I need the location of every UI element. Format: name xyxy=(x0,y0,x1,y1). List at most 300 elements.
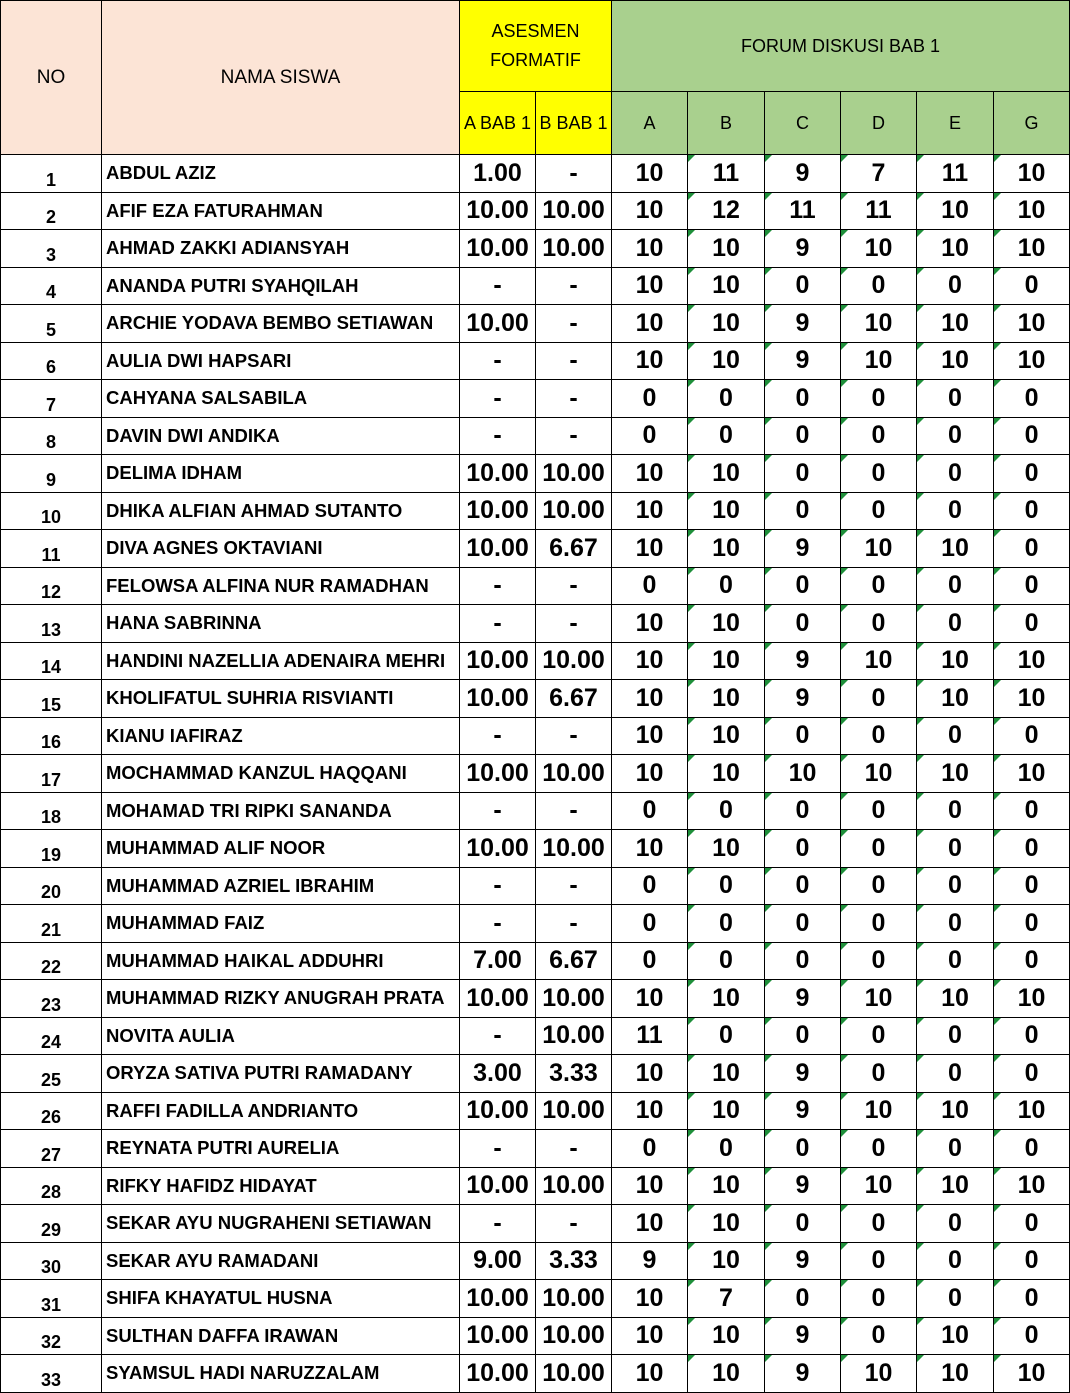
asesmen-a-cell[interactable]: - xyxy=(460,1205,536,1243)
forum-score-cell[interactable]: 10 xyxy=(688,755,765,793)
forum-score-cell[interactable]: 11 xyxy=(688,155,765,193)
forum-score-cell[interactable]: 0 xyxy=(917,417,994,455)
asesmen-b-cell[interactable]: 10.00 xyxy=(536,1280,612,1318)
asesmen-a-cell[interactable]: 10.00 xyxy=(460,455,536,493)
forum-score-cell[interactable]: 9 xyxy=(765,155,841,193)
asesmen-b-cell[interactable]: 10.00 xyxy=(536,642,612,680)
asesmen-a-cell[interactable]: - xyxy=(460,567,536,605)
row-number-cell[interactable]: 17 xyxy=(1,755,102,793)
student-name-cell[interactable]: MOCHAMMAD KANZUL HAQQANI xyxy=(102,755,460,793)
forum-score-cell[interactable]: 0 xyxy=(994,492,1070,530)
forum-score-cell[interactable]: 0 xyxy=(994,905,1070,943)
student-name-cell[interactable]: AFIF EZA FATURAHMAN xyxy=(102,192,460,230)
forum-score-cell[interactable]: 10 xyxy=(688,492,765,530)
student-name-cell[interactable]: SULTHAN DAFFA IRAWAN xyxy=(102,1317,460,1355)
forum-score-cell[interactable]: 10 xyxy=(917,305,994,343)
row-number-cell[interactable]: 18 xyxy=(1,792,102,830)
asesmen-b-cell[interactable]: 10.00 xyxy=(536,230,612,268)
forum-score-cell[interactable]: 0 xyxy=(765,1130,841,1168)
forum-score-cell[interactable]: 0 xyxy=(994,830,1070,868)
row-number-cell[interactable]: 12 xyxy=(1,567,102,605)
asesmen-a-cell[interactable]: 10.00 xyxy=(460,1280,536,1318)
forum-score-cell[interactable]: 10 xyxy=(688,267,765,305)
forum-score-cell[interactable]: 9 xyxy=(765,1317,841,1355)
forum-score-cell[interactable]: 10 xyxy=(917,642,994,680)
forum-score-cell[interactable]: 10 xyxy=(688,1205,765,1243)
forum-score-cell[interactable]: 10 xyxy=(917,230,994,268)
row-number-cell[interactable]: 21 xyxy=(1,905,102,943)
forum-score-cell[interactable]: 0 xyxy=(765,380,841,418)
forum-score-cell[interactable]: 10 xyxy=(688,230,765,268)
student-name-cell[interactable]: KHOLIFATUL SUHRIA RISVIANTI xyxy=(102,680,460,718)
forum-score-cell[interactable]: 10 xyxy=(612,342,688,380)
forum-score-cell[interactable]: 0 xyxy=(994,1205,1070,1243)
forum-score-cell[interactable]: 0 xyxy=(994,867,1070,905)
asesmen-b-cell[interactable]: - xyxy=(536,305,612,343)
forum-score-cell[interactable]: 10 xyxy=(917,980,994,1018)
asesmen-a-cell[interactable]: - xyxy=(460,605,536,643)
forum-score-cell[interactable]: 10 xyxy=(994,230,1070,268)
forum-score-cell[interactable]: 10 xyxy=(612,680,688,718)
forum-score-cell[interactable]: 0 xyxy=(841,830,917,868)
forum-score-cell[interactable]: 10 xyxy=(612,230,688,268)
forum-score-cell[interactable]: 0 xyxy=(612,942,688,980)
asesmen-a-cell[interactable]: 1.00 xyxy=(460,155,536,193)
forum-score-cell[interactable]: 0 xyxy=(841,680,917,718)
forum-score-cell[interactable]: 0 xyxy=(994,380,1070,418)
forum-score-cell[interactable]: 10 xyxy=(688,642,765,680)
student-name-cell[interactable]: DHIKA ALFIAN AHMAD SUTANTO xyxy=(102,492,460,530)
asesmen-a-cell[interactable]: 10.00 xyxy=(460,530,536,568)
forum-score-cell[interactable]: 0 xyxy=(917,792,994,830)
row-number-cell[interactable]: 5 xyxy=(1,305,102,343)
forum-score-cell[interactable]: 0 xyxy=(841,1317,917,1355)
forum-score-cell[interactable]: 10 xyxy=(688,1317,765,1355)
forum-score-cell[interactable]: 10 xyxy=(612,492,688,530)
forum-score-cell[interactable]: 10 xyxy=(841,755,917,793)
forum-score-cell[interactable]: 0 xyxy=(841,905,917,943)
forum-score-cell[interactable]: 10 xyxy=(917,1167,994,1205)
forum-score-cell[interactable]: 10 xyxy=(688,717,765,755)
forum-score-cell[interactable]: 0 xyxy=(841,1130,917,1168)
asesmen-a-cell[interactable]: 10.00 xyxy=(460,980,536,1018)
asesmen-a-cell[interactable]: 10.00 xyxy=(460,830,536,868)
asesmen-b-cell[interactable]: 10.00 xyxy=(536,455,612,493)
forum-score-cell[interactable]: 0 xyxy=(841,942,917,980)
forum-score-cell[interactable]: 10 xyxy=(994,155,1070,193)
forum-score-cell[interactable]: 10 xyxy=(688,1055,765,1093)
row-number-cell[interactable]: 3 xyxy=(1,230,102,268)
student-name-cell[interactable]: NOVITA AULIA xyxy=(102,1017,460,1055)
asesmen-a-cell[interactable]: 10.00 xyxy=(460,642,536,680)
forum-score-cell[interactable]: 0 xyxy=(841,267,917,305)
forum-score-cell[interactable]: 10 xyxy=(841,530,917,568)
forum-score-cell[interactable]: 0 xyxy=(765,267,841,305)
forum-score-cell[interactable]: 0 xyxy=(994,1242,1070,1280)
asesmen-b-cell[interactable]: - xyxy=(536,867,612,905)
asesmen-a-cell[interactable]: 9.00 xyxy=(460,1242,536,1280)
forum-score-cell[interactable]: 10 xyxy=(994,305,1070,343)
forum-score-cell[interactable]: 0 xyxy=(765,942,841,980)
asesmen-a-cell[interactable]: 3.00 xyxy=(460,1055,536,1093)
forum-score-cell[interactable]: 0 xyxy=(994,1055,1070,1093)
asesmen-a-cell[interactable]: - xyxy=(460,867,536,905)
row-number-cell[interactable]: 33 xyxy=(1,1355,102,1393)
forum-score-cell[interactable]: 10 xyxy=(612,305,688,343)
forum-score-cell[interactable]: 0 xyxy=(841,1242,917,1280)
asesmen-b-cell[interactable]: 10.00 xyxy=(536,755,612,793)
forum-score-cell[interactable]: 10 xyxy=(917,1355,994,1393)
forum-score-cell[interactable]: 9 xyxy=(765,530,841,568)
student-name-cell[interactable]: SYAMSUL HADI NARUZZALAM xyxy=(102,1355,460,1393)
student-name-cell[interactable]: MUHAMMAD ALIF NOOR xyxy=(102,830,460,868)
forum-score-cell[interactable]: 0 xyxy=(994,717,1070,755)
row-number-cell[interactable]: 14 xyxy=(1,642,102,680)
forum-score-cell[interactable]: 0 xyxy=(841,1017,917,1055)
forum-score-cell[interactable]: 0 xyxy=(765,567,841,605)
student-name-cell[interactable]: SHIFA KHAYATUL HUSNA xyxy=(102,1280,460,1318)
asesmen-a-cell[interactable]: 10.00 xyxy=(460,492,536,530)
forum-score-cell[interactable]: 0 xyxy=(917,942,994,980)
asesmen-b-cell[interactable]: - xyxy=(536,717,612,755)
forum-score-cell[interactable]: 10 xyxy=(994,642,1070,680)
forum-score-cell[interactable]: 0 xyxy=(917,867,994,905)
forum-score-cell[interactable]: 10 xyxy=(994,755,1070,793)
forum-score-cell[interactable]: 0 xyxy=(917,905,994,943)
asesmen-a-cell[interactable]: - xyxy=(460,380,536,418)
forum-score-cell[interactable]: 0 xyxy=(765,1017,841,1055)
student-name-cell[interactable]: KIANU IAFIRAZ xyxy=(102,717,460,755)
forum-score-cell[interactable]: 0 xyxy=(917,1242,994,1280)
forum-score-cell[interactable]: 10 xyxy=(688,455,765,493)
forum-score-cell[interactable]: 10 xyxy=(688,305,765,343)
asesmen-b-cell[interactable]: - xyxy=(536,905,612,943)
forum-score-cell[interactable]: 0 xyxy=(917,267,994,305)
student-name-cell[interactable]: SEKAR AYU RAMADANI xyxy=(102,1242,460,1280)
forum-score-cell[interactable]: 0 xyxy=(917,605,994,643)
asesmen-a-cell[interactable]: 10.00 xyxy=(460,1092,536,1130)
forum-score-cell[interactable]: 0 xyxy=(994,267,1070,305)
forum-score-cell[interactable]: 10 xyxy=(612,605,688,643)
forum-score-cell[interactable]: 0 xyxy=(765,1205,841,1243)
forum-score-cell[interactable]: 0 xyxy=(994,1017,1070,1055)
student-name-cell[interactable]: ORYZA SATIVA PUTRI RAMADANY xyxy=(102,1055,460,1093)
forum-score-cell[interactable]: 10 xyxy=(612,830,688,868)
forum-score-cell[interactable]: 9 xyxy=(765,230,841,268)
forum-score-cell[interactable]: 0 xyxy=(612,905,688,943)
forum-score-cell[interactable]: 0 xyxy=(917,1280,994,1318)
forum-score-cell[interactable]: 0 xyxy=(688,1130,765,1168)
asesmen-b-cell[interactable]: 3.33 xyxy=(536,1242,612,1280)
forum-score-cell[interactable]: 9 xyxy=(765,1355,841,1393)
forum-score-cell[interactable]: 0 xyxy=(917,1017,994,1055)
forum-score-cell[interactable]: 10 xyxy=(994,1355,1070,1393)
forum-score-cell[interactable]: 0 xyxy=(994,567,1070,605)
forum-score-cell[interactable]: 9 xyxy=(765,342,841,380)
row-number-cell[interactable]: 13 xyxy=(1,605,102,643)
forum-score-cell[interactable]: 0 xyxy=(841,567,917,605)
forum-score-cell[interactable]: 10 xyxy=(688,680,765,718)
asesmen-b-cell[interactable]: 10.00 xyxy=(536,830,612,868)
forum-score-cell[interactable]: 9 xyxy=(765,1167,841,1205)
student-name-cell[interactable]: MUHAMMAD HAIKAL ADDUHRI xyxy=(102,942,460,980)
student-name-cell[interactable]: MUHAMMAD FAIZ xyxy=(102,905,460,943)
forum-score-cell[interactable]: 10 xyxy=(994,192,1070,230)
forum-score-cell[interactable]: 0 xyxy=(841,792,917,830)
forum-score-cell[interactable]: 0 xyxy=(917,492,994,530)
asesmen-b-cell[interactable]: 10.00 xyxy=(536,1017,612,1055)
asesmen-b-cell[interactable]: 10.00 xyxy=(536,1355,612,1393)
forum-score-cell[interactable]: 0 xyxy=(841,380,917,418)
forum-score-cell[interactable]: 10 xyxy=(612,155,688,193)
student-name-cell[interactable]: SEKAR AYU NUGRAHENI SETIAWAN xyxy=(102,1205,460,1243)
forum-score-cell[interactable]: 0 xyxy=(994,1280,1070,1318)
student-name-cell[interactable]: HANDINI NAZELLIA ADENAIRA MEHRI xyxy=(102,642,460,680)
row-number-cell[interactable]: 24 xyxy=(1,1017,102,1055)
forum-score-cell[interactable]: 7 xyxy=(841,155,917,193)
asesmen-b-cell[interactable]: - xyxy=(536,605,612,643)
student-name-cell[interactable]: REYNATA PUTRI AURELIA xyxy=(102,1130,460,1168)
forum-score-cell[interactable]: 10 xyxy=(612,455,688,493)
forum-score-cell[interactable]: 0 xyxy=(841,867,917,905)
asesmen-a-cell[interactable]: - xyxy=(460,792,536,830)
forum-score-cell[interactable]: 10 xyxy=(612,1055,688,1093)
forum-score-cell[interactable]: 10 xyxy=(917,1092,994,1130)
forum-score-cell[interactable]: 10 xyxy=(917,680,994,718)
forum-score-cell[interactable]: 0 xyxy=(917,455,994,493)
forum-score-cell[interactable]: 0 xyxy=(688,905,765,943)
forum-score-cell[interactable]: 10 xyxy=(612,530,688,568)
asesmen-b-cell[interactable]: - xyxy=(536,567,612,605)
row-number-cell[interactable]: 15 xyxy=(1,680,102,718)
forum-score-cell[interactable]: 0 xyxy=(994,792,1070,830)
forum-score-cell[interactable]: 0 xyxy=(688,792,765,830)
forum-score-cell[interactable]: 0 xyxy=(841,417,917,455)
student-name-cell[interactable]: FELOWSA ALFINA NUR RAMADHAN xyxy=(102,567,460,605)
forum-score-cell[interactable]: 10 xyxy=(917,530,994,568)
student-name-cell[interactable]: DELIMA IDHAM xyxy=(102,455,460,493)
forum-score-cell[interactable]: 0 xyxy=(688,417,765,455)
forum-score-cell[interactable]: 11 xyxy=(841,192,917,230)
row-number-cell[interactable]: 28 xyxy=(1,1167,102,1205)
asesmen-a-cell[interactable]: - xyxy=(460,1130,536,1168)
row-number-cell[interactable]: 10 xyxy=(1,492,102,530)
asesmen-a-cell[interactable]: 10.00 xyxy=(460,1167,536,1205)
forum-score-cell[interactable]: 9 xyxy=(765,305,841,343)
student-name-cell[interactable]: RAFFI FADILLA ANDRIANTO xyxy=(102,1092,460,1130)
forum-score-cell[interactable]: 10 xyxy=(841,342,917,380)
forum-score-cell[interactable]: 10 xyxy=(612,980,688,1018)
forum-score-cell[interactable]: 0 xyxy=(612,867,688,905)
forum-score-cell[interactable]: 10 xyxy=(688,1242,765,1280)
forum-score-cell[interactable]: 10 xyxy=(612,267,688,305)
student-name-cell[interactable]: RIFKY HAFIDZ HIDAYAT xyxy=(102,1167,460,1205)
forum-score-cell[interactable]: 0 xyxy=(917,1055,994,1093)
asesmen-b-cell[interactable]: - xyxy=(536,417,612,455)
forum-score-cell[interactable]: 9 xyxy=(765,980,841,1018)
forum-score-cell[interactable]: 10 xyxy=(994,1092,1070,1130)
forum-score-cell[interactable]: 10 xyxy=(994,1167,1070,1205)
row-number-cell[interactable]: 29 xyxy=(1,1205,102,1243)
forum-score-cell[interactable]: 10 xyxy=(765,755,841,793)
forum-score-cell[interactable]: 10 xyxy=(917,755,994,793)
forum-score-cell[interactable]: 0 xyxy=(994,417,1070,455)
forum-score-cell[interactable]: 0 xyxy=(765,792,841,830)
asesmen-a-cell[interactable]: - xyxy=(460,717,536,755)
forum-score-cell[interactable]: 10 xyxy=(841,230,917,268)
row-number-cell[interactable]: 16 xyxy=(1,717,102,755)
asesmen-b-cell[interactable]: 6.67 xyxy=(536,942,612,980)
forum-score-cell[interactable]: 9 xyxy=(765,642,841,680)
forum-score-cell[interactable]: 0 xyxy=(841,492,917,530)
row-number-cell[interactable]: 32 xyxy=(1,1317,102,1355)
forum-score-cell[interactable]: 10 xyxy=(994,680,1070,718)
forum-score-cell[interactable]: 0 xyxy=(688,380,765,418)
row-number-cell[interactable]: 6 xyxy=(1,342,102,380)
asesmen-a-cell[interactable]: 10.00 xyxy=(460,1317,536,1355)
forum-score-cell[interactable]: 10 xyxy=(612,1092,688,1130)
asesmen-a-cell[interactable]: - xyxy=(460,1017,536,1055)
forum-score-cell[interactable]: 0 xyxy=(765,417,841,455)
forum-score-cell[interactable]: 9 xyxy=(765,1055,841,1093)
forum-score-cell[interactable]: 10 xyxy=(612,1317,688,1355)
asesmen-b-cell[interactable]: - xyxy=(536,380,612,418)
row-number-cell[interactable]: 26 xyxy=(1,1092,102,1130)
student-name-cell[interactable]: HANA SABRINNA xyxy=(102,605,460,643)
asesmen-a-cell[interactable]: 10.00 xyxy=(460,230,536,268)
forum-score-cell[interactable]: 0 xyxy=(841,717,917,755)
forum-score-cell[interactable]: 0 xyxy=(994,455,1070,493)
forum-score-cell[interactable]: 10 xyxy=(841,1167,917,1205)
forum-score-cell[interactable]: 0 xyxy=(612,567,688,605)
row-number-cell[interactable]: 9 xyxy=(1,455,102,493)
asesmen-b-cell[interactable]: - xyxy=(536,342,612,380)
forum-score-cell[interactable]: 10 xyxy=(994,980,1070,1018)
asesmen-b-cell[interactable]: 10.00 xyxy=(536,980,612,1018)
row-number-cell[interactable]: 23 xyxy=(1,980,102,1018)
forum-score-cell[interactable]: 10 xyxy=(917,342,994,380)
asesmen-a-cell[interactable]: 10.00 xyxy=(460,305,536,343)
forum-score-cell[interactable]: 11 xyxy=(765,192,841,230)
student-name-cell[interactable]: MUHAMMAD RIZKY ANUGRAH PRATA xyxy=(102,980,460,1018)
row-number-cell[interactable]: 25 xyxy=(1,1055,102,1093)
forum-score-cell[interactable]: 0 xyxy=(994,530,1070,568)
asesmen-b-cell[interactable]: 10.00 xyxy=(536,1092,612,1130)
forum-score-cell[interactable]: 10 xyxy=(688,980,765,1018)
row-number-cell[interactable]: 7 xyxy=(1,380,102,418)
forum-score-cell[interactable]: 0 xyxy=(841,1205,917,1243)
student-name-cell[interactable]: ARCHIE YODAVA BEMBO SETIAWAN xyxy=(102,305,460,343)
forum-score-cell[interactable]: 0 xyxy=(765,905,841,943)
forum-score-cell[interactable]: 10 xyxy=(688,1355,765,1393)
row-number-cell[interactable]: 2 xyxy=(1,192,102,230)
forum-score-cell[interactable]: 0 xyxy=(688,942,765,980)
forum-score-cell[interactable]: 10 xyxy=(612,1205,688,1243)
asesmen-a-cell[interactable]: 7.00 xyxy=(460,942,536,980)
student-name-cell[interactable]: MOHAMAD TRI RIPKI SANANDA xyxy=(102,792,460,830)
student-name-cell[interactable]: DAVIN DWI ANDIKA xyxy=(102,417,460,455)
row-number-cell[interactable]: 22 xyxy=(1,942,102,980)
asesmen-a-cell[interactable]: 10.00 xyxy=(460,680,536,718)
forum-score-cell[interactable]: 9 xyxy=(765,1092,841,1130)
forum-score-cell[interactable]: 10 xyxy=(841,1355,917,1393)
forum-score-cell[interactable]: 10 xyxy=(688,342,765,380)
forum-score-cell[interactable]: 0 xyxy=(917,1130,994,1168)
forum-score-cell[interactable]: 0 xyxy=(994,942,1070,980)
forum-score-cell[interactable]: 0 xyxy=(688,567,765,605)
forum-score-cell[interactable]: 10 xyxy=(917,192,994,230)
asesmen-a-cell[interactable]: - xyxy=(460,342,536,380)
asesmen-a-cell[interactable]: 10.00 xyxy=(460,192,536,230)
forum-score-cell[interactable]: 10 xyxy=(612,717,688,755)
forum-score-cell[interactable]: 0 xyxy=(765,717,841,755)
forum-score-cell[interactable]: 10 xyxy=(841,980,917,1018)
forum-score-cell[interactable]: 10 xyxy=(688,1092,765,1130)
row-number-cell[interactable]: 11 xyxy=(1,530,102,568)
student-name-cell[interactable]: AHMAD ZAKKI ADIANSYAH xyxy=(102,230,460,268)
asesmen-b-cell[interactable]: 10.00 xyxy=(536,192,612,230)
asesmen-a-cell[interactable]: - xyxy=(460,905,536,943)
forum-score-cell[interactable]: 0 xyxy=(841,1280,917,1318)
row-number-cell[interactable]: 8 xyxy=(1,417,102,455)
forum-score-cell[interactable]: 12 xyxy=(688,192,765,230)
forum-score-cell[interactable]: 10 xyxy=(688,830,765,868)
forum-score-cell[interactable]: 0 xyxy=(688,867,765,905)
forum-score-cell[interactable]: 11 xyxy=(612,1017,688,1055)
row-number-cell[interactable]: 20 xyxy=(1,867,102,905)
asesmen-b-cell[interactable]: 10.00 xyxy=(536,1317,612,1355)
forum-score-cell[interactable]: 0 xyxy=(994,605,1070,643)
student-name-cell[interactable]: MUHAMMAD AZRIEL IBRAHIM xyxy=(102,867,460,905)
forum-score-cell[interactable]: 0 xyxy=(765,867,841,905)
row-number-cell[interactable]: 27 xyxy=(1,1130,102,1168)
asesmen-b-cell[interactable]: - xyxy=(536,155,612,193)
forum-score-cell[interactable]: 0 xyxy=(841,1055,917,1093)
student-name-cell[interactable]: CAHYANA SALSABILA xyxy=(102,380,460,418)
forum-score-cell[interactable]: 0 xyxy=(994,1130,1070,1168)
asesmen-a-cell[interactable]: - xyxy=(460,417,536,455)
forum-score-cell[interactable]: 0 xyxy=(994,1317,1070,1355)
forum-score-cell[interactable]: 9 xyxy=(765,1242,841,1280)
row-number-cell[interactable]: 31 xyxy=(1,1280,102,1318)
forum-score-cell[interactable]: 10 xyxy=(688,530,765,568)
forum-score-cell[interactable]: 0 xyxy=(765,830,841,868)
forum-score-cell[interactable]: 0 xyxy=(841,605,917,643)
forum-score-cell[interactable]: 0 xyxy=(765,605,841,643)
forum-score-cell[interactable]: 10 xyxy=(612,1167,688,1205)
forum-score-cell[interactable]: 10 xyxy=(612,1355,688,1393)
student-name-cell[interactable]: AULIA DWI HAPSARI xyxy=(102,342,460,380)
asesmen-b-cell[interactable]: 3.33 xyxy=(536,1055,612,1093)
student-name-cell[interactable]: DIVA AGNES OKTAVIANI xyxy=(102,530,460,568)
asesmen-a-cell[interactable]: 10.00 xyxy=(460,755,536,793)
forum-score-cell[interactable]: 0 xyxy=(612,1130,688,1168)
asesmen-a-cell[interactable]: - xyxy=(460,267,536,305)
asesmen-b-cell[interactable]: - xyxy=(536,267,612,305)
asesmen-a-cell[interactable]: 10.00 xyxy=(460,1355,536,1393)
forum-score-cell[interactable]: 0 xyxy=(612,380,688,418)
row-number-cell[interactable]: 4 xyxy=(1,267,102,305)
row-number-cell[interactable]: 30 xyxy=(1,1242,102,1280)
forum-score-cell[interactable]: 0 xyxy=(612,417,688,455)
forum-score-cell[interactable]: 10 xyxy=(612,192,688,230)
student-name-cell[interactable]: ABDUL AZIZ xyxy=(102,155,460,193)
forum-score-cell[interactable]: 0 xyxy=(688,1017,765,1055)
asesmen-b-cell[interactable]: - xyxy=(536,792,612,830)
forum-score-cell[interactable]: 9 xyxy=(612,1242,688,1280)
forum-score-cell[interactable]: 9 xyxy=(765,680,841,718)
forum-score-cell[interactable]: 10 xyxy=(612,755,688,793)
